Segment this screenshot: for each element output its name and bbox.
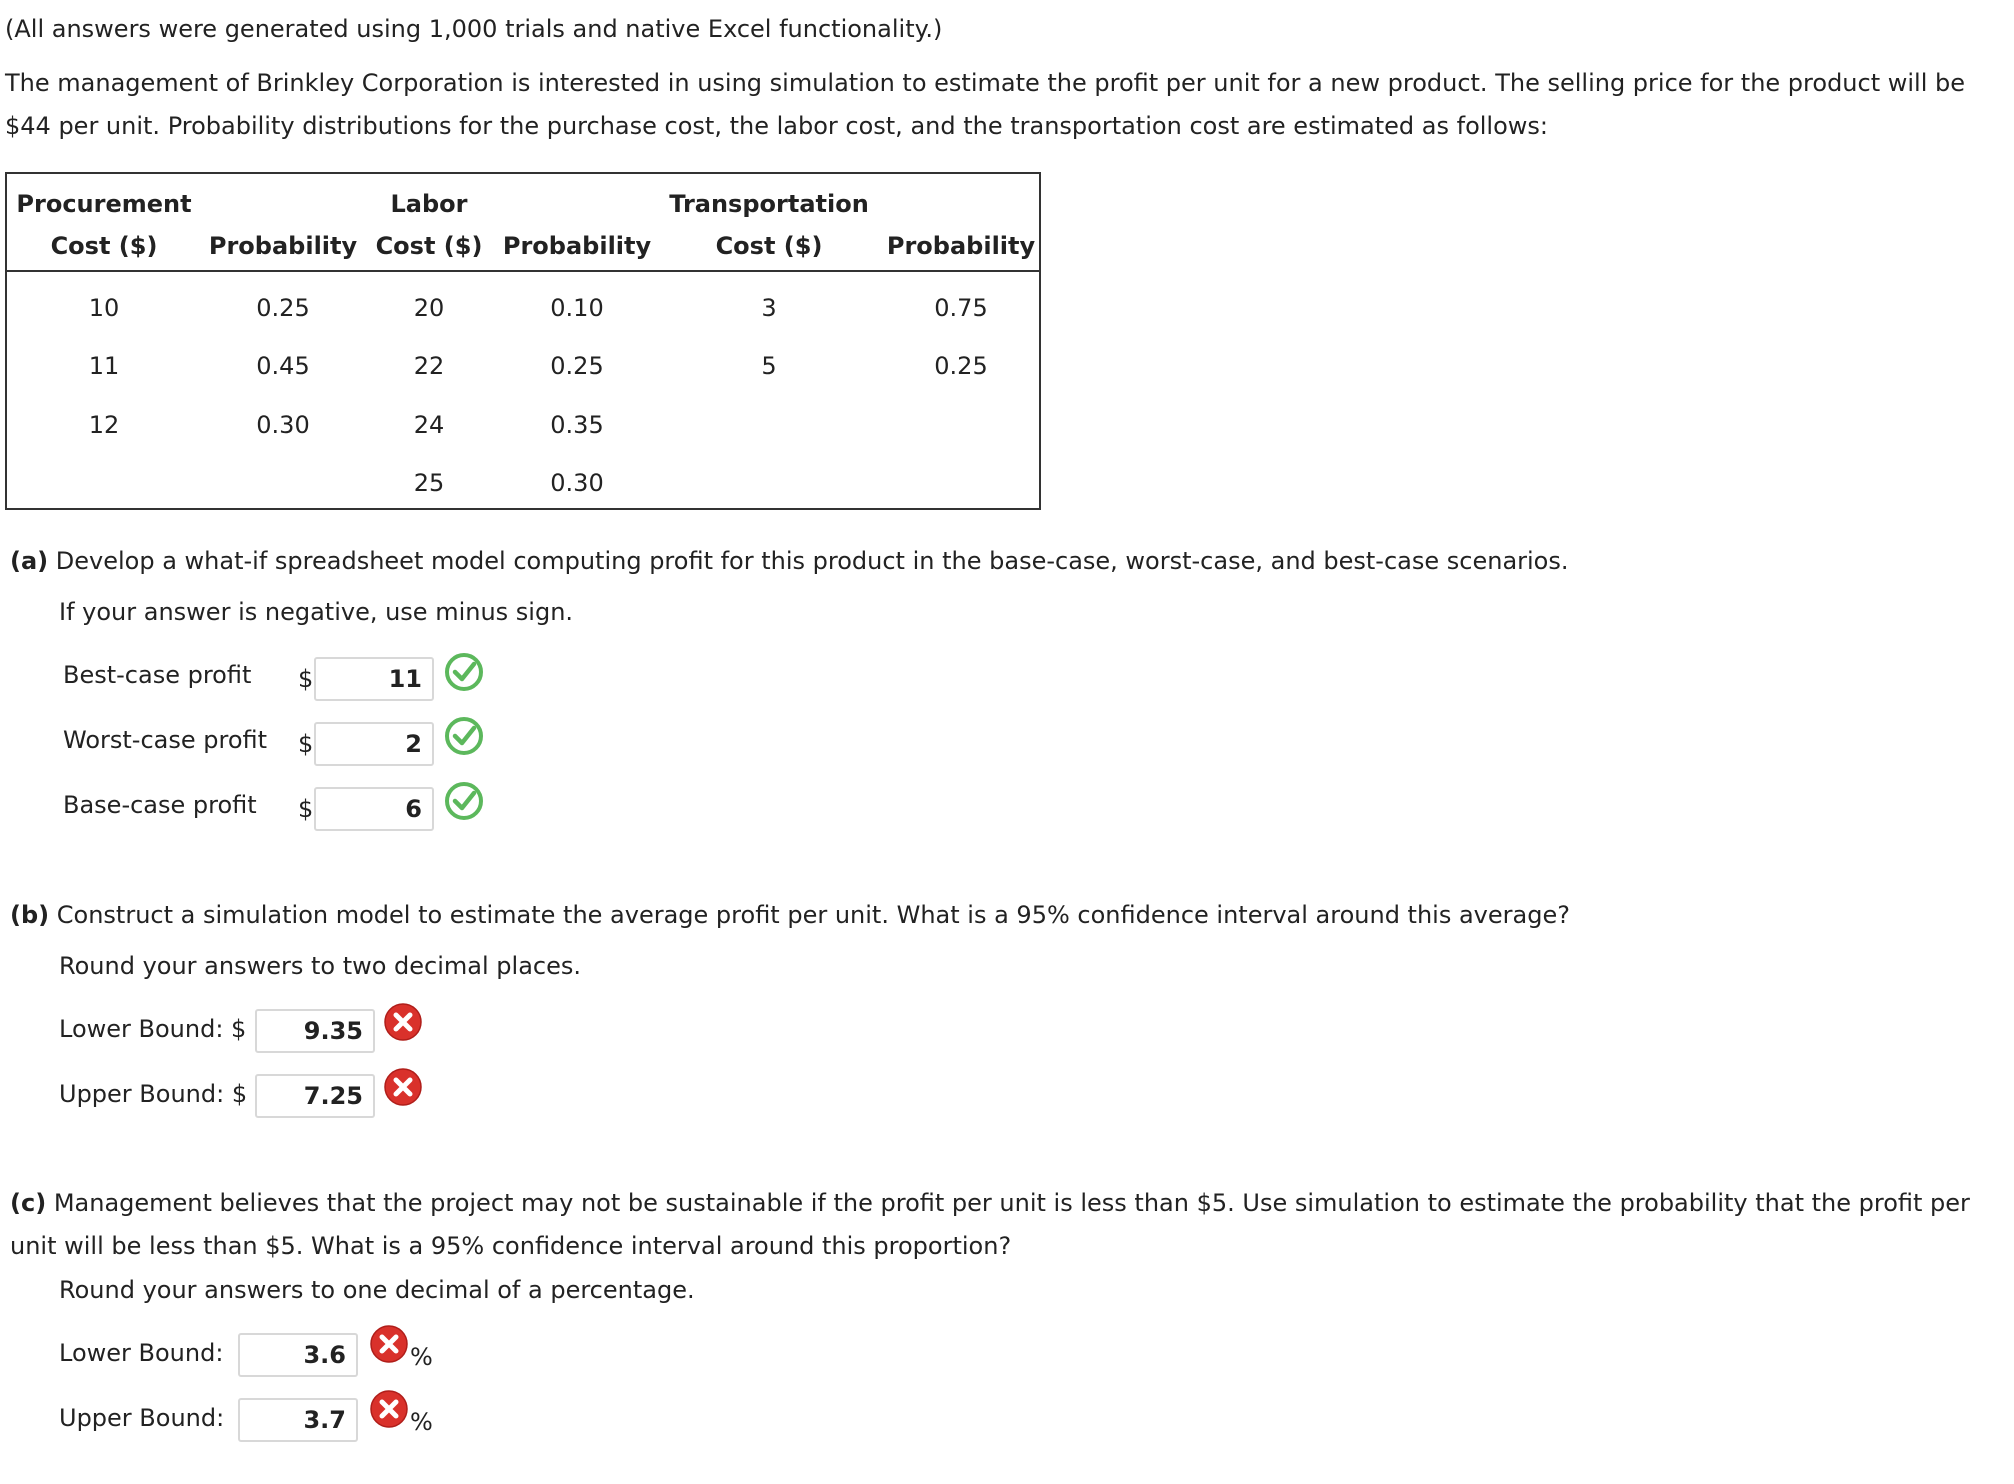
best-case-profit-input[interactable]: 11 [314,657,434,701]
transportation-cost: 3 [761,294,777,322]
probability-distribution-table [5,172,1041,510]
currency-symbol: $ [298,795,314,823]
part-b-instruction: Round your answers to two decimal places. [59,952,581,980]
incorrect-x-icon [383,1002,423,1042]
procurement-probability: 0.30 [256,411,310,439]
procurement-cost: 12 [88,411,120,439]
part-c-question: (c) Management believes that the project may not be sustainable if the profit per unit is less than $5. Use simulation to estimate the probability that the profit per unit will be less than $5. What is a 95% confidence interval around this proportion? [10,1189,1970,1260]
currency-symbol: $ [298,665,314,693]
proportion-lower-bound-input[interactable]: 3.6 [238,1333,358,1377]
part-a-tag: (a) [10,547,49,575]
header-transportation-cost: Cost ($) [715,232,823,260]
labor-probability: 0.10 [550,294,604,322]
proportion-lower-bound-label: Lower Bound: [59,1339,224,1367]
best-case-label: Best-case profit [63,661,252,689]
header-procurement: Procurement [16,190,192,218]
part-b-tag: (b) [10,901,50,929]
labor-cost: 20 [413,294,445,322]
percent-sign: % [410,1408,433,1436]
incorrect-x-icon [383,1067,423,1107]
labor-probability: 0.30 [550,469,604,497]
part-c-tag: (c) [10,1189,47,1217]
part-a-question: (a) Develop a what-if spreadsheet model computing profit for this product in the base-case, worst-case, and best-case scenarios. [10,547,1569,575]
header-procurement-cost: Cost ($) [50,232,158,260]
worst-case-label: Worst-case profit [63,726,268,754]
header-labor-probability: Probability [502,232,652,260]
correct-check-icon [444,652,484,692]
incorrect-x-icon [369,1324,409,1364]
mean-upper-bound-input[interactable]: 7.25 [255,1074,375,1118]
header-transportation-probability: Probability [886,232,1036,260]
part-c-instruction: Round your answers to one decimal of a percentage. [59,1276,695,1304]
base-case-profit-input[interactable]: 6 [314,787,434,831]
transportation-probability: 0.75 [934,294,988,322]
procurement-probability: 0.45 [256,352,310,380]
header-divider [7,270,1039,272]
correct-check-icon [444,716,484,756]
part-b-question: (b) Construct a simulation model to estimate the average profit per unit. What is a 95% confidence interval around this average? [10,901,1570,929]
proportion-upper-bound-input[interactable]: 3.7 [238,1398,358,1442]
problem-intro: The management of Brinkley Corporation is interested in using simulation to estimate the profit per unit for a new product. The selling price for the product will be $44 per unit. Probability distributions for the purchase cost, the labor cost, and the transportation cost are estimated as follows: [5,69,1966,140]
mean-lower-bound-input[interactable]: 9.35 [255,1009,375,1053]
header-labor-cost: Cost ($) [375,232,483,260]
correct-check-icon [444,781,484,821]
header-transportation: Transportation [669,190,869,218]
percent-sign: % [410,1343,433,1371]
labor-probability: 0.35 [550,411,604,439]
procurement-probability: 0.25 [256,294,310,322]
proportion-upper-bound-label: Upper Bound: [59,1404,225,1432]
labor-cost: 22 [413,352,445,380]
worst-case-profit-input[interactable]: 2 [314,722,434,766]
part-a-instruction: If your answer is negative, use minus sign. [59,598,574,626]
header-procurement-probability: Probability [208,232,358,260]
labor-probability: 0.25 [550,352,604,380]
transportation-cost: 5 [761,352,777,380]
labor-cost: 25 [413,469,445,497]
header-labor: Labor [390,190,468,218]
procurement-cost: 11 [88,352,120,380]
mean-lower-bound-label: Lower Bound: $ [59,1015,247,1043]
incorrect-x-icon [369,1389,409,1429]
labor-cost: 24 [413,411,445,439]
base-case-label: Base-case profit [63,791,257,819]
transportation-probability: 0.25 [934,352,988,380]
mean-upper-bound-label: Upper Bound: $ [59,1080,248,1108]
currency-symbol: $ [298,730,314,758]
simulation-note: (All answers were generated using 1,000 trials and native Excel functionality.) [5,15,943,43]
procurement-cost: 10 [88,294,120,322]
